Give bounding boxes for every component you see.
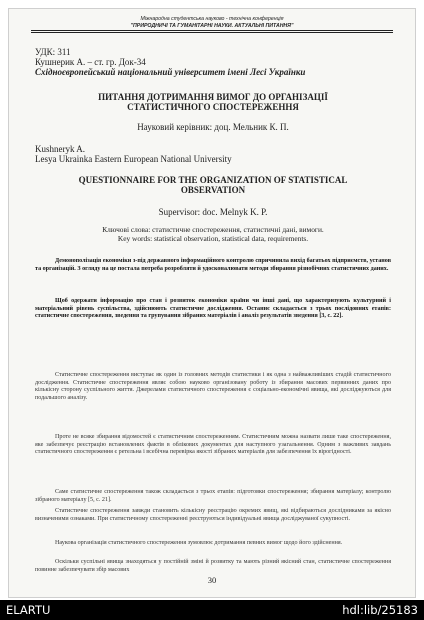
title-ua-line2: СТАТИСТИЧНОГО СПОСТЕРЕЖЕННЯ xyxy=(127,102,299,112)
paragraph-2: Щоб одержати інформацію про стан і розвиток економіки країни чи інші дані, що характеризують культурний і матеріальний рівень суспільства, здійснюють статистичне дослідження. Останнє складається з трьох послідовних етапів: статистичне спостереження, зведення та групування зібраних матеріалів і аналіз результатів зведення [3, с. 22]. xyxy=(35,298,391,320)
title-en-line1: QUESTIONNAIRE FOR THE ORGANIZATION OF STATISTICAL xyxy=(78,175,348,185)
footer-right-handle: hdl:lib/25183 xyxy=(342,603,418,617)
university-ua: Східноєвропейський національний університет імені Лесі Українки xyxy=(35,67,306,77)
paragraph-7: Наукова організація статистичного спостереження зумовлює дотримання певних вимог щодо його здійснення. xyxy=(55,540,343,546)
footer-left-label: ELARTU xyxy=(6,603,51,617)
paragraph-4: Проте не всяке збирання відомостей є статистичним спостереженням. Статистичним можна назвати лише таке спостереження, яке забезпечує реєстрацію встановлених фактів в облікових документах для наступного узагальнення. Одним з важливих завдань статистичного спостереження є ретельна і всебічна перевірка якості зібраних матеріалів для забезпечення їх вірогідності. xyxy=(35,434,391,456)
supervisor-ua: Науковий керівник: доц. Мельник К. П. xyxy=(137,122,289,132)
paragraph-3: Статистичне спостереження виступає як один із головних методів статистики і як одна з найважливіших стадій статистичного дослідження. Статистичне спостереження являє собою науково організовану роботу із збирання масових первинних даних про кількісну сторону суспільного життя. Джерелами статистичного спостереження є соціально-економічні явища, які досліджуються для подальшого аналізу. xyxy=(35,372,391,401)
keywords-ua: Ключові слова: статистичне спостереження, статистичні дані, вимоги. xyxy=(102,225,324,234)
udc-code: УДК: 311 xyxy=(35,47,71,57)
supervisor-en: Supervisor: doc. Melnyk K. P. xyxy=(158,207,268,217)
page-number: 30 xyxy=(207,575,217,585)
repository-footer xyxy=(0,600,424,620)
paragraph-5: Саме статистичне спостереження також складається з трьох етапів: підготовки спостереження; збирання матеріалу; контролю зібраного матеріалу [5, с. 21]. xyxy=(35,489,391,503)
conference-header-line1: Міжнародна студентська науково - технічна конференція xyxy=(140,16,284,22)
title-ua-line1: ПИТАННЯ ДОТРИМАННЯ ВИМОГ ДО ОРГАНІЗАЦІЇ xyxy=(98,92,328,102)
header-rule-top xyxy=(31,30,393,31)
title-en-line2: OBSERVATION xyxy=(180,185,246,195)
author-en: Kushneryk A. xyxy=(35,144,85,154)
paragraph-8: Оскільки суспільні явища знаходяться у постійній зміні й розвитку та мають різний якісний стан, статистичне спостереження повинне забезпечувати збір масових xyxy=(35,559,391,573)
keywords-en: Key words: statistical observation, statistical data, requirements. xyxy=(117,234,309,243)
university-en: Lesya Ukrainka Eastern European National University xyxy=(35,154,232,164)
document-page xyxy=(8,8,416,598)
paragraph-1: Демонополізація економіки з-під державного інформаційного контролю спричинила вихід багатьох підприємств, установ та організацій. З огляду на це постала потреба розробляти й удосконалювати методи збирання різнобічних статистичних даних. xyxy=(35,258,391,272)
header-rule-bottom xyxy=(31,32,393,33)
conference-header-line2: "ПРИРОДНИЧІ ТА ГУМАНІТАРНІ НАУКИ. АКТУАЛЬНІ ПИТАННЯ" xyxy=(130,22,294,29)
author-ua: Кушнерик А. – ст. гр. Док-34 xyxy=(35,57,146,67)
paragraph-6: Статистичне спостереження завжди становить кількісну реєстрацію окремих явищ, які відбираються дослідниками за якісно визначеними ознаками. При статистичному спостереженні реєструються індивідуальні явища досліджуваної сукупності. xyxy=(35,508,391,522)
conference-header xyxy=(9,16,415,29)
